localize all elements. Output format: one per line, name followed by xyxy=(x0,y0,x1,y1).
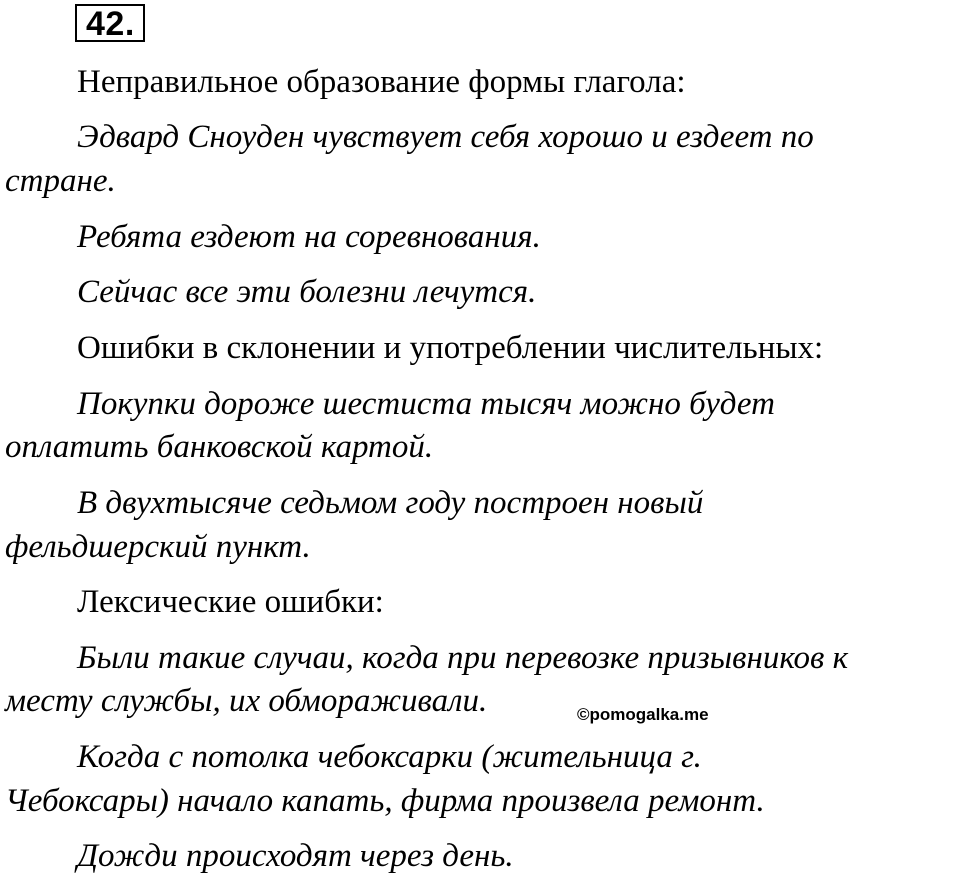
verb-form-heading: Неправильное образование формы глагола: xyxy=(77,64,686,100)
lexical-example-2-line-1: Когда с потолка чебоксарки (жительница г. xyxy=(77,739,702,775)
numerals-heading: Ошибки в склонении и употреблении числительных: xyxy=(77,330,824,366)
numerals-example-1-line-2: оплатить банковской картой. xyxy=(5,429,434,465)
numerals-example-2-line-1: В двухтысяче седьмом году построен новый xyxy=(77,485,704,521)
lexical-example-1-line-1: Были такие случаи, когда при перевозке призывников к xyxy=(77,640,849,676)
numerals-example-1-line-1: Покупки дороже шестиста тысяч можно будет xyxy=(77,386,775,422)
watermark: ©pomogalka.me xyxy=(577,705,709,724)
verb-example-1-line-2: стране. xyxy=(5,163,116,199)
lexical-example-3: Дожди происходят через день. xyxy=(77,838,514,874)
verb-example-2: Ребята ездеют на соревнования. xyxy=(77,219,541,255)
task-number-box: 42. xyxy=(75,4,145,42)
lexical-heading: Лексические ошибки: xyxy=(77,584,384,620)
verb-example-1-line-1: Эдвард Сноуден чувствует себя хорошо и ездеет по xyxy=(77,119,814,155)
numerals-example-2-line-2: фельдшерский пункт. xyxy=(5,529,311,565)
lexical-example-2-line-2: Чебоксары) начало капать, фирма произвела ремонт. xyxy=(5,783,765,819)
lexical-example-1-line-2: месту службы, их обмораживали. xyxy=(5,683,488,719)
verb-example-3: Сейчас все эти болезни лечутся. xyxy=(77,274,537,310)
